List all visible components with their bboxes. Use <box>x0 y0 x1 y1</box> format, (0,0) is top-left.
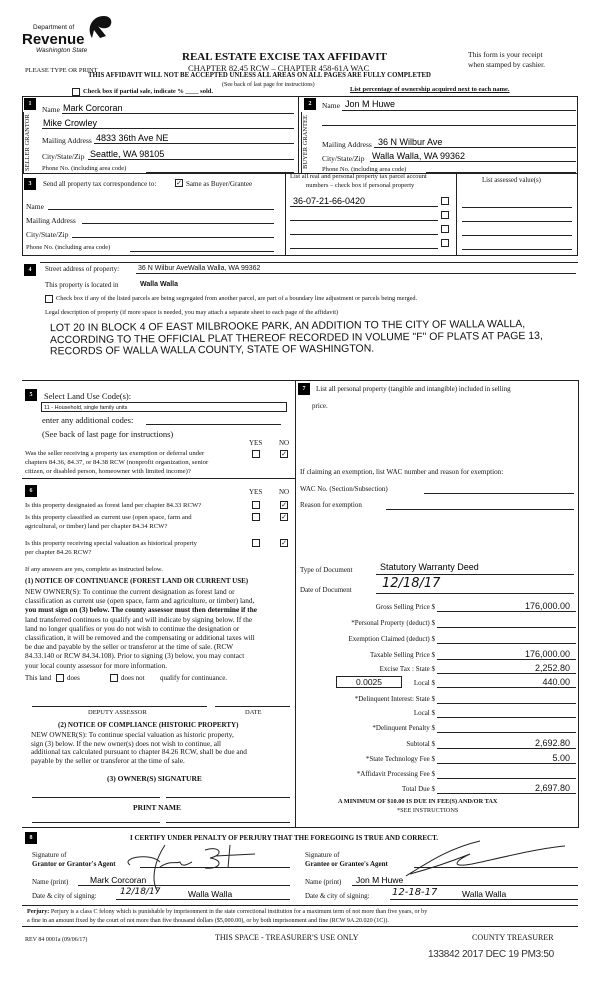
revenue-wordmark: Revenue <box>22 31 85 48</box>
instructions-note: (See back of last page for instructions) <box>42 429 174 439</box>
owner-print-name-field[interactable] <box>166 822 290 823</box>
label: This land <box>25 674 52 682</box>
label: Legal description of property (if more space is needed, you may attach a separate sheet to each page of the affidavit) <box>45 309 339 316</box>
county-treasurer-label: COUNTY TREASURER <box>472 933 554 942</box>
seller-city-field[interactable] <box>88 159 294 160</box>
label: Date & city of signing: <box>32 892 97 900</box>
personal-property-checkbox[interactable] <box>441 211 449 219</box>
tax-row-label: Gross Selling Price $ <box>375 603 435 611</box>
label: City/State/Zip <box>26 230 69 239</box>
tax-row-label: Exemption Claimed (deduct) $ <box>348 635 435 643</box>
form-title: REAL ESTATE EXCISE TAX AFFIDAVIT <box>182 51 387 63</box>
tax-name-field[interactable] <box>48 209 274 210</box>
instructions-note: (See back of last page for instructions) <box>222 82 315 88</box>
buyer-mailing-field[interactable] <box>374 147 576 148</box>
tax-row-label: *Delinquent Interest: State $ <box>354 695 435 703</box>
parcel-field[interactable] <box>290 248 438 249</box>
seller-name2: Mike Crowley <box>43 118 98 128</box>
tax-row-value: 176,000.00 <box>524 601 570 611</box>
buyer-side-label: BUYER GRANTEE <box>301 112 315 173</box>
tax-row-field[interactable] <box>437 643 576 644</box>
tax-row-value: 176,000.00 <box>524 649 570 659</box>
section-number: 7 <box>298 383 310 395</box>
deputy-assessor-signature-field[interactable] <box>32 706 207 707</box>
tax-row-field[interactable] <box>437 673 576 674</box>
divider <box>456 173 457 256</box>
notice-continuance-text: NEW OWNER(S): To continue the current designation as forest land or classification as current use (open space, farm and agriculture, or timber) land, you must sign on (3) below. The county assessor must then determine if the land transferred continues to qualify and will indicate by signing below. If the land no longer qualifies or you do not wish to continue the designation or classification, it will be removed and the compensating or additional taxes will be due and payable by the seller or transferor at the time of sale. (RCW 84.33.140 or RCW 84.34.108). Prior to signing (3) below, you may contact your local county assessor for more information. <box>25 587 258 670</box>
no-header: NO <box>279 488 290 496</box>
partial-sale-checkbox[interactable] <box>72 88 80 96</box>
label: List all personal property (tangible and intangible) included in selling <box>316 385 511 393</box>
historic-yes-checkbox[interactable] <box>252 539 260 547</box>
buyer-phone-field[interactable] <box>426 172 576 173</box>
label: City/State/Zip <box>322 154 365 163</box>
buyer-mailing-address: 36 N Wilbur Ave <box>378 137 443 147</box>
tax-row-value: 2,692.80 <box>534 738 570 748</box>
print-name-label: PRINT NAME <box>133 803 181 812</box>
divider <box>22 380 578 381</box>
tax-row-label: Local $ <box>413 679 435 687</box>
grantor-signing-date: 12/18/17 <box>120 887 161 897</box>
tax-row-value: 2,252.80 <box>534 663 570 673</box>
section-number: 5 <box>25 389 37 401</box>
buyer-name-field[interactable] <box>342 110 576 111</box>
tax-row-label: *Affidavit Processing Fee $ <box>356 770 435 778</box>
tax-row-field[interactable] <box>437 793 576 794</box>
question: Was the seller receiving a property tax exemption or deferral under <box>25 450 205 457</box>
grantor-signing-city: Walla Walla <box>188 889 233 899</box>
question: Is this property designated as forest land per chapter 84.33 RCW? <box>25 502 202 509</box>
certification-statement: I CERTIFY UNDER PENALTY OF PERJURY THAT THE FOREGOING IS TRUE AND CORRECT. <box>130 834 439 842</box>
personal-property-checkbox[interactable] <box>441 225 449 233</box>
tax-row-field[interactable] <box>437 763 576 764</box>
assessor-date-field[interactable] <box>215 706 290 707</box>
assessed-value-field[interactable] <box>462 249 572 250</box>
label: Date & city of signing: <box>305 892 370 900</box>
tax-row-value: 5.00 <box>552 753 570 763</box>
section-number: 1 <box>24 98 36 110</box>
tax-row-label: Excise Tax : State $ <box>379 665 435 673</box>
label: Type of Document <box>300 566 353 574</box>
buyer-name2-field[interactable] <box>322 125 576 126</box>
seller-mailing-address: 4833 36th Ave NE <box>96 133 169 143</box>
label: Name <box>322 101 340 110</box>
label: This property is located in <box>45 281 119 289</box>
question: citizen, or disabled person, homeowner with limited income)? <box>25 468 191 475</box>
tax-row-field[interactable] <box>437 732 576 733</box>
divider <box>578 380 579 828</box>
washington-state: Washington State <box>36 47 88 54</box>
question: Is this property receiving special valuation as historical property <box>25 540 197 547</box>
buyer-city-field[interactable] <box>370 161 576 162</box>
section-number: 4 <box>24 264 36 276</box>
tax-row-field[interactable] <box>437 703 576 704</box>
assessed-header: List assessed value(s) <box>482 177 541 184</box>
label: Check box if any of the listed parcels are being segregated from another parcel, are part of a boundary line adjustment or parcels being merged. <box>56 295 418 302</box>
label: Date of Document <box>300 586 352 594</box>
divider <box>22 478 295 479</box>
label: price. <box>312 402 328 410</box>
exemption-yes-checkbox[interactable] <box>252 450 260 458</box>
segregated-checkbox[interactable] <box>45 295 53 303</box>
treasurer-use-label: THIS SPACE - TREASURER'S USE ONLY <box>215 933 359 942</box>
tax-row-label: Total Due $ <box>402 785 435 793</box>
label: Name (print) <box>32 878 69 886</box>
treasurer-stamp: 133842 2017 DEC 19 PM3:50 <box>428 949 554 960</box>
grantee-print-name-field[interactable] <box>352 885 578 886</box>
seller-name2-field[interactable] <box>42 128 294 129</box>
label: Name <box>42 105 60 114</box>
tax-city-field[interactable] <box>72 237 274 238</box>
partial-sale-label: Check box if partial sale, indicate % ____ sold. <box>83 88 214 95</box>
yes-header: YES <box>249 439 263 447</box>
parcel-header: List all real and personal property tax parcel account <box>290 173 427 180</box>
label: Name (print) <box>305 878 342 886</box>
notice-continuance-title: (1) NOTICE OF CONTINUANCE (FOREST LAND OR CURRENT USE) <box>25 577 249 585</box>
question: per chapter 84.26 RCW? <box>25 549 92 556</box>
seller-phone-field[interactable] <box>146 172 294 173</box>
exemption-no-checkbox[interactable]: ✓ <box>281 450 287 458</box>
tax-mailing-field[interactable] <box>82 223 274 224</box>
perjury-note: Perjury: Perjury is a class C felony which is punishable by imprisonment in the state correctional institution for a maximum term of not more than five years, or by <box>27 909 428 915</box>
forest-no-checkbox[interactable]: ✓ <box>281 501 287 509</box>
personal-property-checkbox[interactable] <box>441 197 449 205</box>
tax-row-field[interactable] <box>437 748 576 749</box>
divider <box>298 96 299 173</box>
yes-header: YES <box>249 488 263 496</box>
label: Reason for exemption <box>300 501 362 509</box>
tax-row-label: *Delinquent Penalty $ <box>372 724 435 732</box>
local-rate-input[interactable]: 0.0025 <box>336 676 402 688</box>
seller-city: Seattle, WA 98105 <box>90 149 165 159</box>
land-use-select[interactable]: 11 - Household, single family units <box>41 402 287 412</box>
question: Is this property classified as current use (open space, farm and <box>25 514 192 521</box>
section-number: 6 <box>25 485 37 497</box>
tax-row-label: Local $ <box>413 709 435 717</box>
label: DEPUTY ASSESSOR <box>88 709 147 716</box>
street-address-field[interactable] <box>136 273 576 274</box>
buyer-name: Jon M Huwe <box>345 99 396 109</box>
seller-name: Mark Corcoran <box>63 103 123 113</box>
tax-row-value: 440.00 <box>542 677 570 687</box>
historic-no-checkbox[interactable]: ✓ <box>281 539 287 547</box>
label: Send all property tax correspondence to: <box>43 180 157 188</box>
tax-row-label: *Personal Property (deduct) $ <box>351 619 435 627</box>
document-type: Statutory Warranty Deed <box>380 562 479 572</box>
document-date-field[interactable] <box>376 593 574 594</box>
label: Grantor or Grantor's Agent <box>32 860 116 868</box>
seller-mailing-field[interactable] <box>94 143 294 144</box>
ownership-note: List percentage of ownership acquired next to each name. <box>350 86 510 93</box>
legal-description: RECORDS OF WALLA WALLA COUNTY, STATE OF WASHINGTON. <box>49 342 375 358</box>
label: enter any additional codes: <box>42 415 134 425</box>
forest-yes-checkbox[interactable] <box>252 501 260 509</box>
additional-codes-field[interactable] <box>146 424 281 425</box>
label: Phone No. (including area code) <box>42 165 127 172</box>
tax-row-field[interactable] <box>437 611 576 612</box>
question: chapters 84.36, 84.37, or 84.38 RCW (nonprofit organization, senior <box>25 459 209 466</box>
label: Grantee or Grantee's Agent <box>305 860 388 868</box>
tax-row-label: Taxable Selling Price $ <box>369 651 435 659</box>
parcel-field[interactable] <box>290 206 438 207</box>
assessed-value-field[interactable] <box>462 207 572 208</box>
assessed-value-field[interactable] <box>462 235 572 236</box>
label: Mailing Address <box>26 216 76 225</box>
seller-side-label: SELLER GRANTOR <box>23 112 37 173</box>
owner-print-name-field[interactable] <box>32 822 160 823</box>
section-number: 8 <box>25 832 37 844</box>
does-qualify-checkbox[interactable] <box>56 674 64 682</box>
label: Mailing Address <box>322 140 372 149</box>
personal-property-checkbox[interactable] <box>441 239 449 247</box>
seller-name-field[interactable] <box>62 113 294 114</box>
tax-row-field[interactable] <box>437 717 576 718</box>
tax-row-label: *State Technology Fee $ <box>365 755 435 763</box>
legal-description: LOT 20 IN BLOCK 4 OF EAST MILBROOKE PARK, AN ADDITION TO THE CITY OF WALLA WALLA, <box>49 317 526 335</box>
tax-row-label: Subtotal $ <box>406 740 435 748</box>
section-number: 3 <box>24 178 36 190</box>
grantee-date-city-field[interactable] <box>390 899 578 900</box>
assessed-value-field[interactable] <box>462 221 572 222</box>
divider <box>22 827 578 828</box>
receipt-note: This form is your receipt <box>468 50 543 59</box>
instructions-note: *SEE INSTRUCTIONS <box>397 807 459 814</box>
revenue-logo-icon <box>84 14 114 40</box>
buyer-city: Walla Walla, WA 99362 <box>372 151 466 161</box>
current-use-no-checkbox[interactable]: ✓ <box>281 513 287 521</box>
divider <box>40 262 578 263</box>
label: Same as Buyer/Grantee <box>186 180 253 188</box>
question: agricultural, or timber) land per chapter 84.34 RCW? <box>25 523 168 530</box>
label: DATE <box>245 709 262 716</box>
label: Signature of <box>305 851 340 859</box>
divider <box>285 173 286 256</box>
grantee-print-name: Jon M Huwe <box>356 875 404 885</box>
label: Select Land Use Code(s): <box>44 391 132 401</box>
property-location: Walla Walla <box>140 281 178 288</box>
label: Name <box>26 202 44 211</box>
owner-signature-title: (3) OWNER(S) SIGNATURE <box>107 774 202 783</box>
grantee-signature <box>400 836 570 881</box>
label: Street address of property: <box>45 265 120 273</box>
current-use-yes-checkbox[interactable] <box>252 513 260 521</box>
legal-description: ACCORDING TO THE OFFICIAL PLAT THEREOF RECORDED IN VOLUME "F" OF PLATS AT PAGE 13, <box>49 329 543 347</box>
dept-of: Department of <box>33 24 75 31</box>
divider <box>22 926 578 927</box>
exemption-reason-field[interactable] <box>386 509 574 510</box>
grantee-signing-date: 12-18-17 <box>392 887 438 898</box>
tax-phone-field[interactable] <box>130 251 274 252</box>
document-type-field[interactable] <box>376 574 574 575</box>
tax-row-field[interactable] <box>437 659 576 660</box>
label: Phone No. (including area code) <box>322 166 407 173</box>
type-print-note: PLEASE TYPE OR PRINT <box>25 67 98 74</box>
wac-number-field[interactable] <box>424 493 574 494</box>
receipt-note: when stamped by cashier. <box>468 60 546 69</box>
label: Signature of <box>32 851 67 859</box>
grantor-print-name: Mark Corcoran <box>90 875 147 885</box>
form-chapter: CHAPTER 82.45 RCW – CHAPTER 458-61A WAC <box>188 63 370 73</box>
tax-row-field[interactable] <box>437 778 576 779</box>
label: Phone No. (including area code) <box>26 244 111 251</box>
does-not-qualify-checkbox[interactable] <box>110 674 118 682</box>
same-as-buyer-checkbox[interactable]: ✓ <box>176 179 182 187</box>
notice-compliance-text: NEW OWNER(S): To continue special valuation as historic property, sign (3) below. If the new owner(s) does not wish to continue, all additional tax calculated pursuant to chapter 84.26 RCW, shall be due and payable by the seller or transferor at the time of sale. <box>31 730 247 765</box>
form-revision: REV 84 0001a (09/06/17) <box>25 937 88 943</box>
tax-row-field[interactable] <box>437 627 576 628</box>
section-number: 2 <box>304 98 316 110</box>
no-header: NO <box>279 439 290 447</box>
label: If claiming an exemption, list WAC number and reason for exemption: <box>300 468 504 476</box>
parcel-field[interactable] <box>290 234 438 235</box>
divider <box>295 380 296 828</box>
grantor-date-city-field[interactable] <box>116 899 290 900</box>
owner-signature-field[interactable] <box>32 797 160 798</box>
perjury-note: a fine in an amount fixed by the court of not more than five thousand dollars ($5,000.00), or by both imprisonment and fine (RCW 9A.20.020 (1C)). <box>27 918 389 924</box>
parcel-header: numbers – check box if personal property <box>306 182 415 189</box>
label: City/State/Zip <box>42 152 85 161</box>
grantee-signing-city: Walla Walla <box>462 889 507 899</box>
warning-note: THIS AFFIDAVIT WILL NOT BE ACCEPTED UNLESS ALL AREAS ON ALL PAGES ARE FULLY COMPLETED <box>88 72 431 79</box>
grantor-print-name-field[interactable] <box>78 885 290 886</box>
label: does not <box>121 674 145 682</box>
street-address: 36 N Wilbur AveWalla Walla, WA 99362 <box>138 265 261 272</box>
parcel-number: 36-07-21-66-0420 <box>293 196 366 206</box>
owner-signature-field[interactable] <box>166 797 290 798</box>
divider <box>22 905 578 906</box>
label: Mailing Address <box>42 136 92 145</box>
label: WAC No. (Section/Subsection) <box>300 485 388 493</box>
document-date: 12/18/17 <box>382 576 441 591</box>
parcel-field[interactable] <box>290 220 438 221</box>
instructions-note: If any answers are yes, complete as instructed below. <box>25 566 163 573</box>
tax-row-value: 2,697.80 <box>534 783 570 793</box>
label: qualify for continuance. <box>160 674 228 682</box>
tax-row-field[interactable] <box>437 687 576 688</box>
minimum-fee-note: A MINIMUM OF $10.00 IS DUE IN FEE(S) AND/OR TAX <box>338 798 498 805</box>
label: does <box>67 674 80 682</box>
notice-compliance-title: (2) NOTICE OF COMPLIANCE (HISTORIC PROPERTY) <box>58 721 239 729</box>
